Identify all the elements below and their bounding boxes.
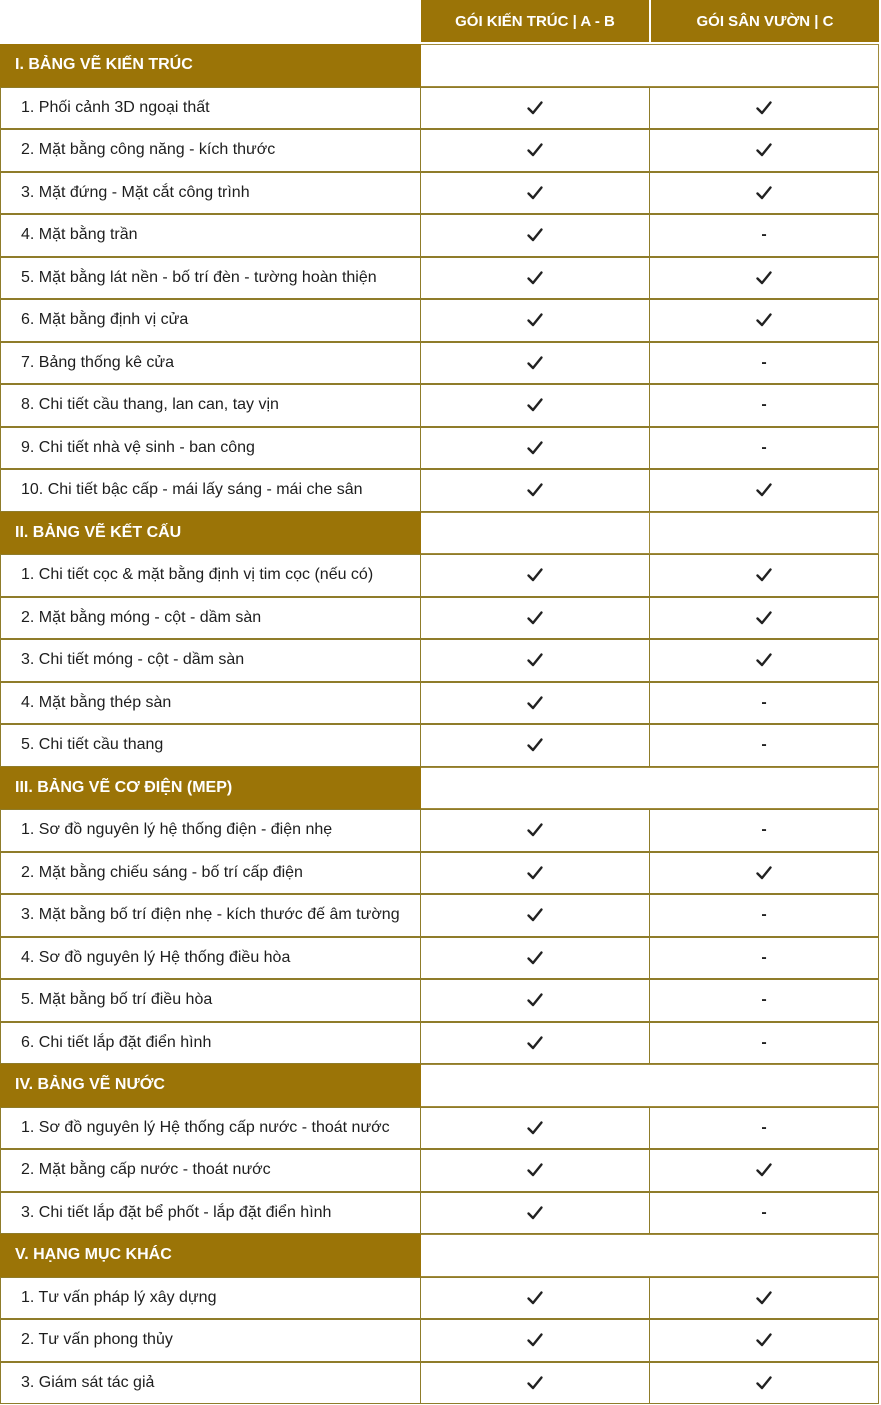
cell-architecture bbox=[421, 427, 650, 470]
checkmark-icon bbox=[755, 481, 773, 499]
checkmark-icon bbox=[526, 481, 544, 499]
item-label: 6. Chi tiết lắp đặt điển hình bbox=[0, 1022, 421, 1065]
cell-architecture bbox=[421, 1192, 650, 1235]
dash-mark: - bbox=[761, 693, 767, 711]
checkmark-icon bbox=[755, 184, 773, 202]
dash-mark: - bbox=[761, 353, 767, 371]
item-label: 4. Mặt bằng thép sàn bbox=[0, 682, 421, 725]
checkmark-icon bbox=[526, 1331, 544, 1349]
dash-mark: - bbox=[761, 396, 767, 414]
checkmark-icon bbox=[526, 651, 544, 669]
cell-garden bbox=[650, 299, 879, 342]
item-label: 5. Chi tiết cầu thang bbox=[0, 724, 421, 767]
cell-garden bbox=[650, 1149, 879, 1192]
checkmark-icon bbox=[755, 1289, 773, 1307]
item-label: 2. Mặt bằng móng - cột - dầm sàn bbox=[0, 597, 421, 640]
checkmark-icon bbox=[526, 1119, 544, 1137]
section-row bbox=[0, 1064, 881, 1107]
cell-garden bbox=[650, 682, 879, 725]
item-label: 4. Mặt bằng trần bbox=[0, 214, 421, 257]
cell-garden bbox=[650, 597, 879, 640]
cell-garden bbox=[650, 639, 879, 682]
checkmark-icon bbox=[526, 949, 544, 967]
table-row bbox=[0, 1149, 881, 1192]
checkmark-icon bbox=[526, 184, 544, 202]
cell-garden bbox=[650, 1277, 879, 1320]
dash-mark: - bbox=[761, 991, 767, 1009]
table-row bbox=[0, 214, 881, 257]
dash-mark: - bbox=[761, 948, 767, 966]
item-label: 3. Chi tiết móng - cột - dầm sàn bbox=[0, 639, 421, 682]
checkmark-icon bbox=[755, 651, 773, 669]
cell-garden bbox=[650, 172, 879, 215]
table-row bbox=[0, 1107, 881, 1150]
checkmark-icon bbox=[526, 1289, 544, 1307]
cell-garden bbox=[650, 87, 879, 130]
section-empty-cell bbox=[421, 44, 879, 87]
cell-architecture bbox=[421, 87, 650, 130]
cell-garden bbox=[650, 852, 879, 895]
cell-garden bbox=[650, 1022, 879, 1065]
cell-garden bbox=[650, 554, 879, 597]
cell-architecture bbox=[421, 979, 650, 1022]
checkmark-icon bbox=[755, 1374, 773, 1392]
cell-architecture bbox=[421, 384, 650, 427]
section-row bbox=[0, 767, 881, 810]
item-label: 2. Mặt bằng chiếu sáng - bố trí cấp điện bbox=[0, 852, 421, 895]
table-row bbox=[0, 724, 881, 767]
checkmark-icon bbox=[526, 99, 544, 117]
cell-architecture bbox=[421, 809, 650, 852]
cell-garden bbox=[650, 257, 879, 300]
section-row bbox=[0, 44, 881, 87]
checkmark-icon bbox=[526, 906, 544, 924]
cell-architecture bbox=[421, 1107, 650, 1150]
table-row bbox=[0, 1319, 881, 1362]
cell-architecture bbox=[421, 724, 650, 767]
checkmark-icon bbox=[526, 864, 544, 882]
cell-garden bbox=[650, 1107, 879, 1150]
item-label: 5. Mặt bằng bố trí điều hòa bbox=[0, 979, 421, 1022]
table-row bbox=[0, 809, 881, 852]
checkmark-icon bbox=[526, 1374, 544, 1392]
item-label: 3. Giám sát tác giả bbox=[0, 1362, 421, 1405]
checkmark-icon bbox=[526, 991, 544, 1009]
table-row bbox=[0, 129, 881, 172]
cell-architecture bbox=[421, 937, 650, 980]
section-title: III. BẢNG VẼ CƠ ĐIỆN (MEP) bbox=[0, 767, 421, 810]
item-label: 1. Chi tiết cọc & mặt bằng định vị tim cọc (nếu có) bbox=[0, 554, 421, 597]
section-row bbox=[0, 1234, 881, 1277]
checkmark-icon bbox=[526, 1034, 544, 1052]
cell-architecture bbox=[421, 1319, 650, 1362]
dash-mark: - bbox=[761, 906, 767, 924]
section-empty-cell bbox=[421, 767, 879, 810]
cell-architecture bbox=[421, 469, 650, 512]
checkmark-icon bbox=[526, 141, 544, 159]
cell-architecture bbox=[421, 299, 650, 342]
dash-mark: - bbox=[761, 438, 767, 456]
table-row bbox=[0, 1192, 881, 1235]
cell-garden bbox=[650, 384, 879, 427]
cell-garden bbox=[650, 979, 879, 1022]
cell-garden bbox=[650, 469, 879, 512]
item-label: 7. Bảng thống kê cửa bbox=[0, 342, 421, 385]
dash-mark: - bbox=[761, 736, 767, 754]
checkmark-icon bbox=[755, 1161, 773, 1179]
table-row bbox=[0, 894, 881, 937]
dash-mark: - bbox=[761, 821, 767, 839]
dash-mark: - bbox=[761, 1033, 767, 1051]
table-row bbox=[0, 1022, 881, 1065]
section-empty-cell bbox=[650, 512, 879, 555]
dash-mark: - bbox=[761, 1203, 767, 1221]
checkmark-icon bbox=[755, 311, 773, 329]
cell-architecture bbox=[421, 172, 650, 215]
table-row bbox=[0, 639, 881, 682]
checkmark-icon bbox=[526, 311, 544, 329]
table-row bbox=[0, 87, 881, 130]
checkmark-icon bbox=[755, 609, 773, 627]
item-label: 8. Chi tiết cầu thang, lan can, tay vịn bbox=[0, 384, 421, 427]
cell-garden bbox=[650, 1192, 879, 1235]
checkmark-icon bbox=[526, 396, 544, 414]
cell-garden bbox=[650, 937, 879, 980]
cell-architecture bbox=[421, 129, 650, 172]
table-row bbox=[0, 937, 881, 980]
cell-architecture bbox=[421, 1362, 650, 1405]
item-label: 5. Mặt bằng lát nền - bố trí đèn - tường hoàn thiện bbox=[0, 257, 421, 300]
checkmark-icon bbox=[755, 141, 773, 159]
cell-garden bbox=[650, 894, 879, 937]
item-label: 1. Tư vấn pháp lý xây dựng bbox=[0, 1277, 421, 1320]
table-row bbox=[0, 427, 881, 470]
checkmark-icon bbox=[526, 694, 544, 712]
section-row bbox=[0, 512, 881, 555]
table-row bbox=[0, 342, 881, 385]
table-row bbox=[0, 1277, 881, 1320]
checkmark-icon bbox=[526, 736, 544, 754]
dash-mark: - bbox=[761, 226, 767, 244]
checkmark-icon bbox=[526, 821, 544, 839]
table-row bbox=[0, 257, 881, 300]
checkmark-icon bbox=[755, 269, 773, 287]
cell-architecture bbox=[421, 214, 650, 257]
item-label: 3. Mặt bằng bố trí điện nhẹ - kích thước đế âm tường bbox=[0, 894, 421, 937]
checkmark-icon bbox=[526, 226, 544, 244]
cell-architecture bbox=[421, 1149, 650, 1192]
item-label: 1. Sơ đồ nguyên lý hệ thống điện - điện nhẹ bbox=[0, 809, 421, 852]
checkmark-icon bbox=[526, 609, 544, 627]
item-label: 10. Chi tiết bậc cấp - mái lấy sáng - mái che sân bbox=[0, 469, 421, 512]
cell-architecture bbox=[421, 1022, 650, 1065]
checkmark-icon bbox=[526, 1204, 544, 1222]
table-row bbox=[0, 469, 881, 512]
cell-garden bbox=[650, 342, 879, 385]
section-empty-cell bbox=[421, 1234, 879, 1277]
cell-architecture bbox=[421, 682, 650, 725]
item-label: 2. Mặt bằng cấp nước - thoát nước bbox=[0, 1149, 421, 1192]
checkmark-icon bbox=[526, 354, 544, 372]
dash-mark: - bbox=[761, 1118, 767, 1136]
table-row bbox=[0, 172, 881, 215]
table-row bbox=[0, 597, 881, 640]
checkmark-icon bbox=[755, 864, 773, 882]
cell-garden bbox=[650, 1362, 879, 1405]
cell-architecture bbox=[421, 894, 650, 937]
item-label: 3. Chi tiết lắp đặt bể phốt - lắp đặt điển hình bbox=[0, 1192, 421, 1235]
table-row bbox=[0, 554, 881, 597]
section-title: I. BẢNG VẼ KIẾN TRÚC bbox=[0, 44, 421, 87]
checkmark-icon bbox=[526, 1161, 544, 1179]
table-row bbox=[0, 979, 881, 1022]
cell-architecture bbox=[421, 597, 650, 640]
section-empty-cell bbox=[421, 1064, 879, 1107]
cell-garden bbox=[650, 809, 879, 852]
item-label: 2. Tư vấn phong thủy bbox=[0, 1319, 421, 1362]
cell-garden bbox=[650, 214, 879, 257]
item-label: 4. Sơ đồ nguyên lý Hệ thống điều hòa bbox=[0, 937, 421, 980]
column-header-architecture: GÓI KIẾN TRÚC | A - B bbox=[421, 0, 649, 42]
cell-garden bbox=[650, 724, 879, 767]
item-label: 1. Phối cảnh 3D ngoại thất bbox=[0, 87, 421, 130]
cell-architecture bbox=[421, 342, 650, 385]
section-empty-cell bbox=[421, 512, 650, 555]
column-header-garden: GÓI SÂN VƯỜN | C bbox=[651, 0, 879, 42]
cell-garden bbox=[650, 427, 879, 470]
item-label: 6. Mặt bằng định vị cửa bbox=[0, 299, 421, 342]
table-row bbox=[0, 1362, 881, 1405]
cell-architecture bbox=[421, 554, 650, 597]
cell-garden bbox=[650, 129, 879, 172]
section-title: IV. BẢNG VẼ NƯỚC bbox=[0, 1064, 421, 1107]
checkmark-icon bbox=[526, 439, 544, 457]
cell-architecture bbox=[421, 639, 650, 682]
checkmark-icon bbox=[755, 1331, 773, 1349]
cell-architecture bbox=[421, 1277, 650, 1320]
table-row bbox=[0, 384, 881, 427]
checkmark-icon bbox=[526, 566, 544, 584]
item-label: 3. Mặt đứng - Mặt cắt công trình bbox=[0, 172, 421, 215]
section-title: V. HẠNG MỤC KHÁC bbox=[0, 1234, 421, 1277]
item-label: 9. Chi tiết nhà vệ sinh - ban công bbox=[0, 427, 421, 470]
item-label: 1. Sơ đồ nguyên lý Hệ thống cấp nước - thoát nước bbox=[0, 1107, 421, 1150]
checkmark-icon bbox=[526, 269, 544, 287]
cell-garden bbox=[650, 1319, 879, 1362]
section-title: II. BẢNG VẼ KẾT CẤU bbox=[0, 512, 421, 555]
checkmark-icon bbox=[755, 99, 773, 117]
table-row bbox=[0, 682, 881, 725]
cell-architecture bbox=[421, 257, 650, 300]
item-label: 2. Mặt bằng công năng - kích thước bbox=[0, 129, 421, 172]
checkmark-icon bbox=[755, 566, 773, 584]
cell-architecture bbox=[421, 852, 650, 895]
table-row bbox=[0, 852, 881, 895]
table-row bbox=[0, 299, 881, 342]
table-header bbox=[0, 0, 881, 42]
